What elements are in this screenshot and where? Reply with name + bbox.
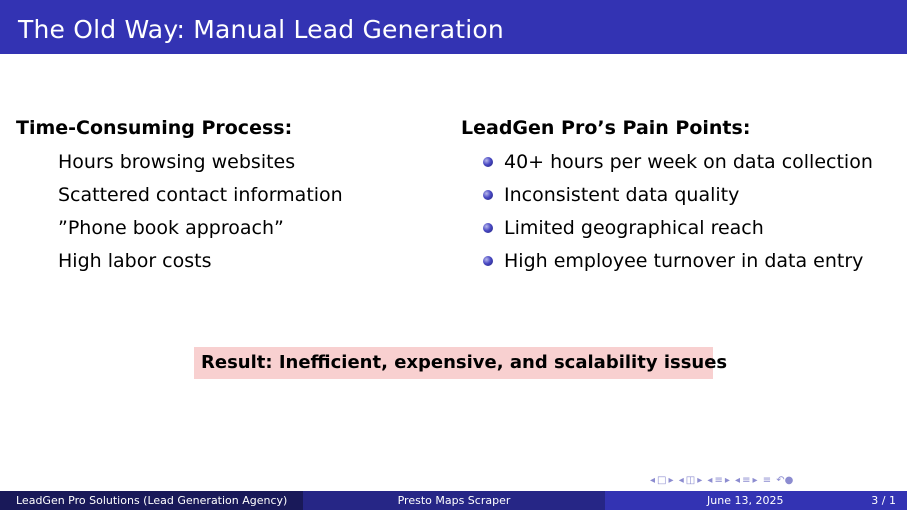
list-item: Scattered contact information [58, 184, 343, 206]
footer-page-number: 3 / 1 [871, 494, 896, 507]
footer-date: June 13, 2025 [707, 494, 784, 507]
nav-part-icon[interactable]: ≡ [742, 475, 751, 486]
right-column-list [461, 146, 901, 278]
footer-author-segment [0, 491, 303, 510]
bullet-ball-icon [483, 190, 493, 200]
bullet-ball-icon [483, 256, 493, 266]
bullet-item-text: 40+ hours per week on data collection [504, 151, 873, 173]
footer-title: Presto Maps Scraper [397, 494, 511, 507]
navigation-symbols [650, 474, 902, 488]
nav-next-part-icon[interactable]: ▸ [752, 475, 758, 486]
bullet-item [461, 146, 901, 179]
nav-prev-part-icon[interactable]: ◂ [735, 475, 741, 486]
footer [0, 491, 907, 510]
nav-next-subsection-icon[interactable]: ▸ [697, 475, 703, 486]
footer-title-segment [303, 491, 605, 510]
result-box [194, 347, 728, 379]
list-item: ”Phone book approach” [58, 217, 284, 239]
nav-prev-slide-icon[interactable]: ◂ [650, 475, 656, 486]
nav-prev-section-icon[interactable]: ◂ [707, 475, 713, 486]
nav-subsection-icon[interactable]: ◫ [685, 475, 696, 486]
bullet-ball-icon [483, 157, 493, 167]
nav-search-icon[interactable]: ↶● [776, 475, 794, 486]
left-column-heading: Time-Consuming Process: [16, 117, 293, 139]
nav-next-slide-icon[interactable]: ▸ [668, 475, 674, 486]
left-column [16, 114, 436, 278]
bullet-item [461, 179, 901, 212]
nav-prev-subsection-icon[interactable]: ◂ [678, 475, 684, 486]
bullet-item [461, 212, 901, 245]
bullet-item-text: Limited geographical reach [504, 217, 764, 239]
nav-section-icon[interactable]: ≡ [714, 475, 723, 486]
list-item: High labor costs [58, 250, 212, 272]
result-text: Result: Inefficient, expensive, and scalability issues [201, 352, 728, 373]
list-item: Hours browsing websites [58, 151, 296, 173]
footer-author: LeadGen Pro Solutions (Lead Generation Agency) [16, 494, 288, 507]
bullet-item [461, 245, 901, 278]
left-column-list [16, 146, 436, 278]
bullet-item-text: High employee turnover in data entry [504, 250, 864, 272]
footer-date-segment [605, 491, 907, 510]
right-column-heading: LeadGen Pro’s Pain Points: [461, 117, 751, 139]
nav-next-section-icon[interactable]: ▸ [724, 475, 730, 486]
bullet-item-text: Inconsistent data quality [504, 184, 740, 206]
slide-title: The Old Way: Manual Lead Generation [18, 15, 504, 44]
right-column [461, 114, 901, 278]
title-bar [0, 0, 907, 54]
nav-align-icon[interactable]: ≡ [762, 475, 772, 486]
bullet-ball-icon [483, 223, 493, 233]
nav-frame-icon[interactable]: □ [657, 475, 667, 486]
